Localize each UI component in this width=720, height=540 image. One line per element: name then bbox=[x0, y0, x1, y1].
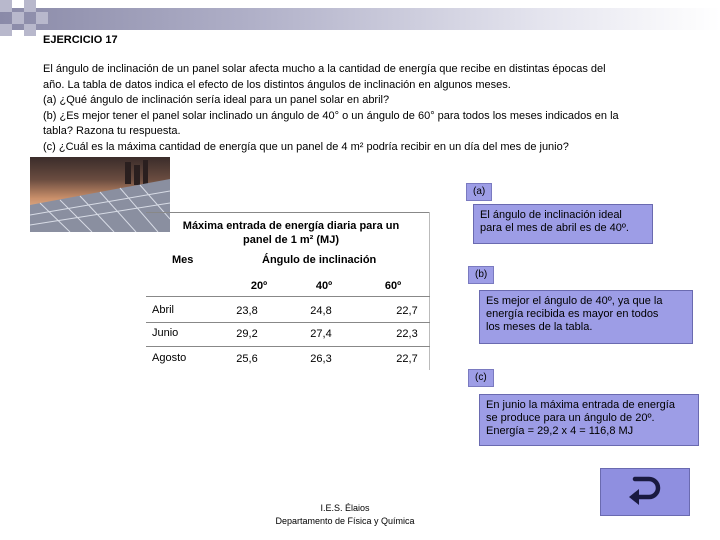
table-cell: 23,8 bbox=[236, 305, 258, 317]
energy-table bbox=[146, 212, 430, 370]
table-cell: 25,6 bbox=[236, 353, 258, 365]
table-cell: 22,7 bbox=[396, 353, 418, 365]
back-button[interactable] bbox=[600, 468, 690, 516]
question-a: (a) ¿Qué ángulo de inclinación sería ideal para un panel solar en abril? bbox=[43, 94, 390, 106]
table-cell: 27,4 bbox=[310, 328, 332, 340]
question-b: (b) ¿Es mejor tener el panel solar inclinado un ángulo de 40° o un ángulo de 60° para todos los meses indicados en la bbox=[43, 109, 619, 122]
table-row-month: Agosto bbox=[152, 352, 187, 364]
answer-a: El ángulo de inclinación ideal para el mes de abril es de 40º. bbox=[473, 204, 653, 244]
angle-header-20: 20º bbox=[250, 280, 268, 292]
table-row-month: Junio bbox=[152, 327, 179, 339]
table-cell: 26,3 bbox=[310, 353, 332, 365]
column-header-month: Mes bbox=[172, 254, 194, 266]
statement-line: año. La tabla de datos indica el efecto de los distintos ángulos de inclinación en algunos meses. bbox=[43, 78, 511, 91]
return-arrow-icon bbox=[625, 475, 665, 509]
angle-header-40: 40º bbox=[315, 280, 333, 292]
column-header-angle: Ángulo de inclinación bbox=[262, 254, 377, 266]
footer-credits bbox=[250, 502, 440, 528]
answer-b-tag[interactable]: (b) bbox=[468, 266, 494, 284]
question-b-cont: tabla? Razona tu respuesta. bbox=[43, 125, 181, 137]
angle-header-60: 60º bbox=[384, 280, 402, 292]
answer-c: En junio la máxima entrada de energía se produce para un ángulo de 20º. Energía = 29,2 x 4 = 116,8 MJ bbox=[479, 394, 699, 446]
answer-c-tag[interactable]: (c) bbox=[468, 369, 494, 387]
department-name: Departamento de Física y Química bbox=[275, 516, 415, 526]
header-bar bbox=[0, 8, 720, 30]
table-row-month: Abril bbox=[152, 304, 175, 316]
question-c: (c) ¿Cuál es la máxima cantidad de energía que un panel de 4 m² podría recibir en un día del mes de junio? bbox=[43, 140, 569, 153]
statement-line: El ángulo de inclinación de un panel solar afecta mucho a la cantidad de energía que recibe en distintas épocas del bbox=[43, 63, 606, 75]
table-cell: 22,7 bbox=[396, 305, 418, 317]
table-cell: 24,8 bbox=[310, 305, 332, 317]
exercise-statement bbox=[43, 62, 683, 155]
answer-b: Es mejor el ángulo de 40º, ya que la energía recibida es mayor en todos los meses de la tabla. bbox=[479, 290, 693, 344]
table-caption: Máxima entrada de energía diaria para un panel de 1 m² (MJ) bbox=[182, 220, 400, 246]
table-cell: 29,2 bbox=[236, 328, 258, 340]
school-name: I.E.S. Élaios bbox=[320, 503, 370, 513]
answer-a-tag[interactable]: (a) bbox=[466, 183, 492, 201]
exercise-title: EJERCICIO 17 bbox=[43, 34, 118, 46]
table-cell: 22,3 bbox=[396, 328, 418, 340]
